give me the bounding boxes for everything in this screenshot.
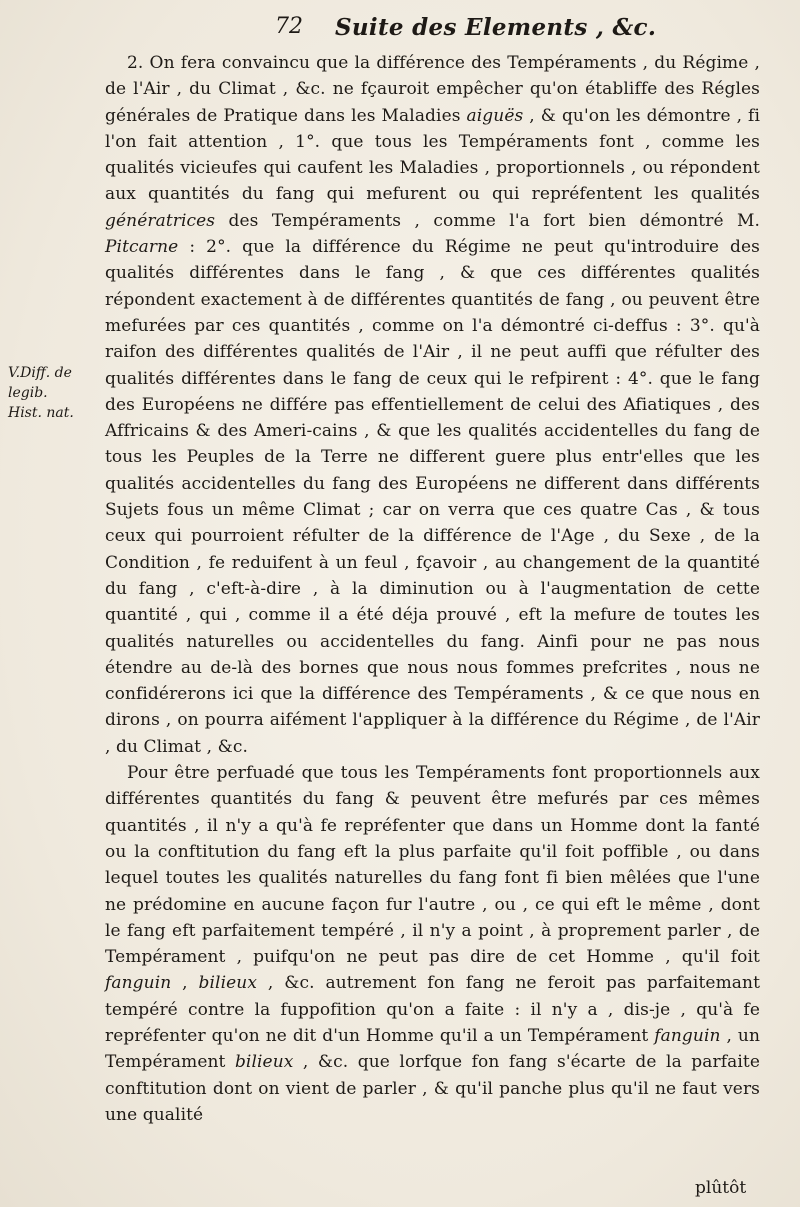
running-title: Suite des Elements , &c.: [335, 14, 657, 41]
page-number: 72: [275, 14, 303, 39]
body-text: [105, 50, 760, 1128]
text-run: 2. On fera convaincu que la différence des Tempéraments , du Régime , de l'Air , du Climat , &c. ne fçauroit empêcher qu'on établiffe des Régles générales de Pratique dans les Maladies: [105, 53, 760, 126]
italic-term: fanguin: [105, 973, 172, 994]
italic-term: génératrices: [105, 210, 216, 231]
text-run: , un Tempérament: [105, 1025, 761, 1073]
text-run: ,: [171, 973, 199, 994]
italic-term: fanguin: [654, 1025, 721, 1046]
italic-name: Pitcarne: [105, 237, 179, 258]
catchword: plûtôt: [695, 1178, 747, 1198]
text-run: , &c. que lorfque fon fang s'écarte de la parfaite conftitution dont on vient de parler , & qu'il panche plus qu'il ne faut vers une qualité: [105, 1052, 760, 1125]
text-run: Pour être perfuadé que tous les Tempéraments font proportionnels aux différentes quantités du fang & peuvent être mefurés par ces mêmes quantités , il n'y a qu'à fe repréfenter que dans un Homme dont la fanté ou la conftitution du fang eft la plus parfaite qu'il foit poffible , ou dans lequel toutes les qualités naturelles du fang font fi bien mêlées que l'une ne prédomine en aucune façon fur l'autre , ou , ce qui eft le même , dont le fang eft parfaitement tempéré , il n'y a point , à proprement parler , de Tempérament , puifqu'on ne peut pas dire de cet Homme , qu'il foit: [105, 763, 760, 968]
paragraph: [105, 50, 760, 760]
italic-term: bilieux: [198, 973, 258, 994]
page-header: [275, 14, 735, 48]
text-run: des Tempéraments , comme l'a fort bien démontré M.: [215, 210, 760, 231]
text-run: , &c. autrement fon fang ne feroit pas parfaitemant tempéré contre la fuppofition qu'on a faite : il n'y a , dis-je , qu'à fe repréfenter qu'on ne dit d'un Homme qu'il a un Tempérament: [105, 973, 761, 1046]
paragraph: [105, 760, 760, 1128]
text-run: , & qu'on les démontre , fi l'on fait attention , 1°. que tous les Tempéraments font , comme les qualités vicieufes qui caufent les Maladies , proportionnels , ou répondent aux quantités du fang qui mefurent ou qui repréfentent les qualités: [105, 105, 760, 205]
margin-note-line: V.Diff. de legib.: [8, 365, 72, 401]
margin-note: [8, 363, 108, 423]
margin-note-line: Hist. nat.: [8, 405, 74, 421]
italic-term: bilieux: [234, 1052, 294, 1073]
text-run: : 2°. que la différence du Régime ne peut qu'introduire des qualités différentes dans le fang , & que ces différentes qualités répondent exactement à de différentes quantités de fang , ou peuvent être mefurées par ces quantités , comme on l'a démontré ci-deffus : 3°. qu'à raifon des différentes qualités de l'Air , il ne peut auffi que réfulter des qualités différentes dans le fang de ceux qui le refpirent : 4°. que le fang des Européens ne différe pas effentiellement de celui des Afiatiques , des Affricains & des Ameri-cains , & que les qualités accidentelles du fang de tous les Peuples de la Terre ne different guere plus entr'elles que les qualités accidentelles du fang des Européens ne different dans différents Sujets fous un même Climat ; car on verra que ces quatre Cas , & tous ceux qui pourroient réfulter de la différence de l'Age , du Sexe , de la Condition , fe reduifent à un feul , fçavoir , au changement de la quantité du fang , c'eft-à-dire , à la diminution ou à l'augmentation de cette quantité , qui , comme il a été déja prouvé , eft la mefure de toutes les qualités naturelles ou accidentelles du fang. Ainfi pour ne pas nous étendre au de-là des bornes que nous nous fommes prefcrites , nous ne confidérerons ici que la différence des Tempéraments , & ce que nous en dirons , on pourra aifément l'appliquer à la différence du Régime , de l'Air , du Climat , &c.: [105, 237, 760, 757]
italic-term: aiguës: [466, 105, 524, 126]
